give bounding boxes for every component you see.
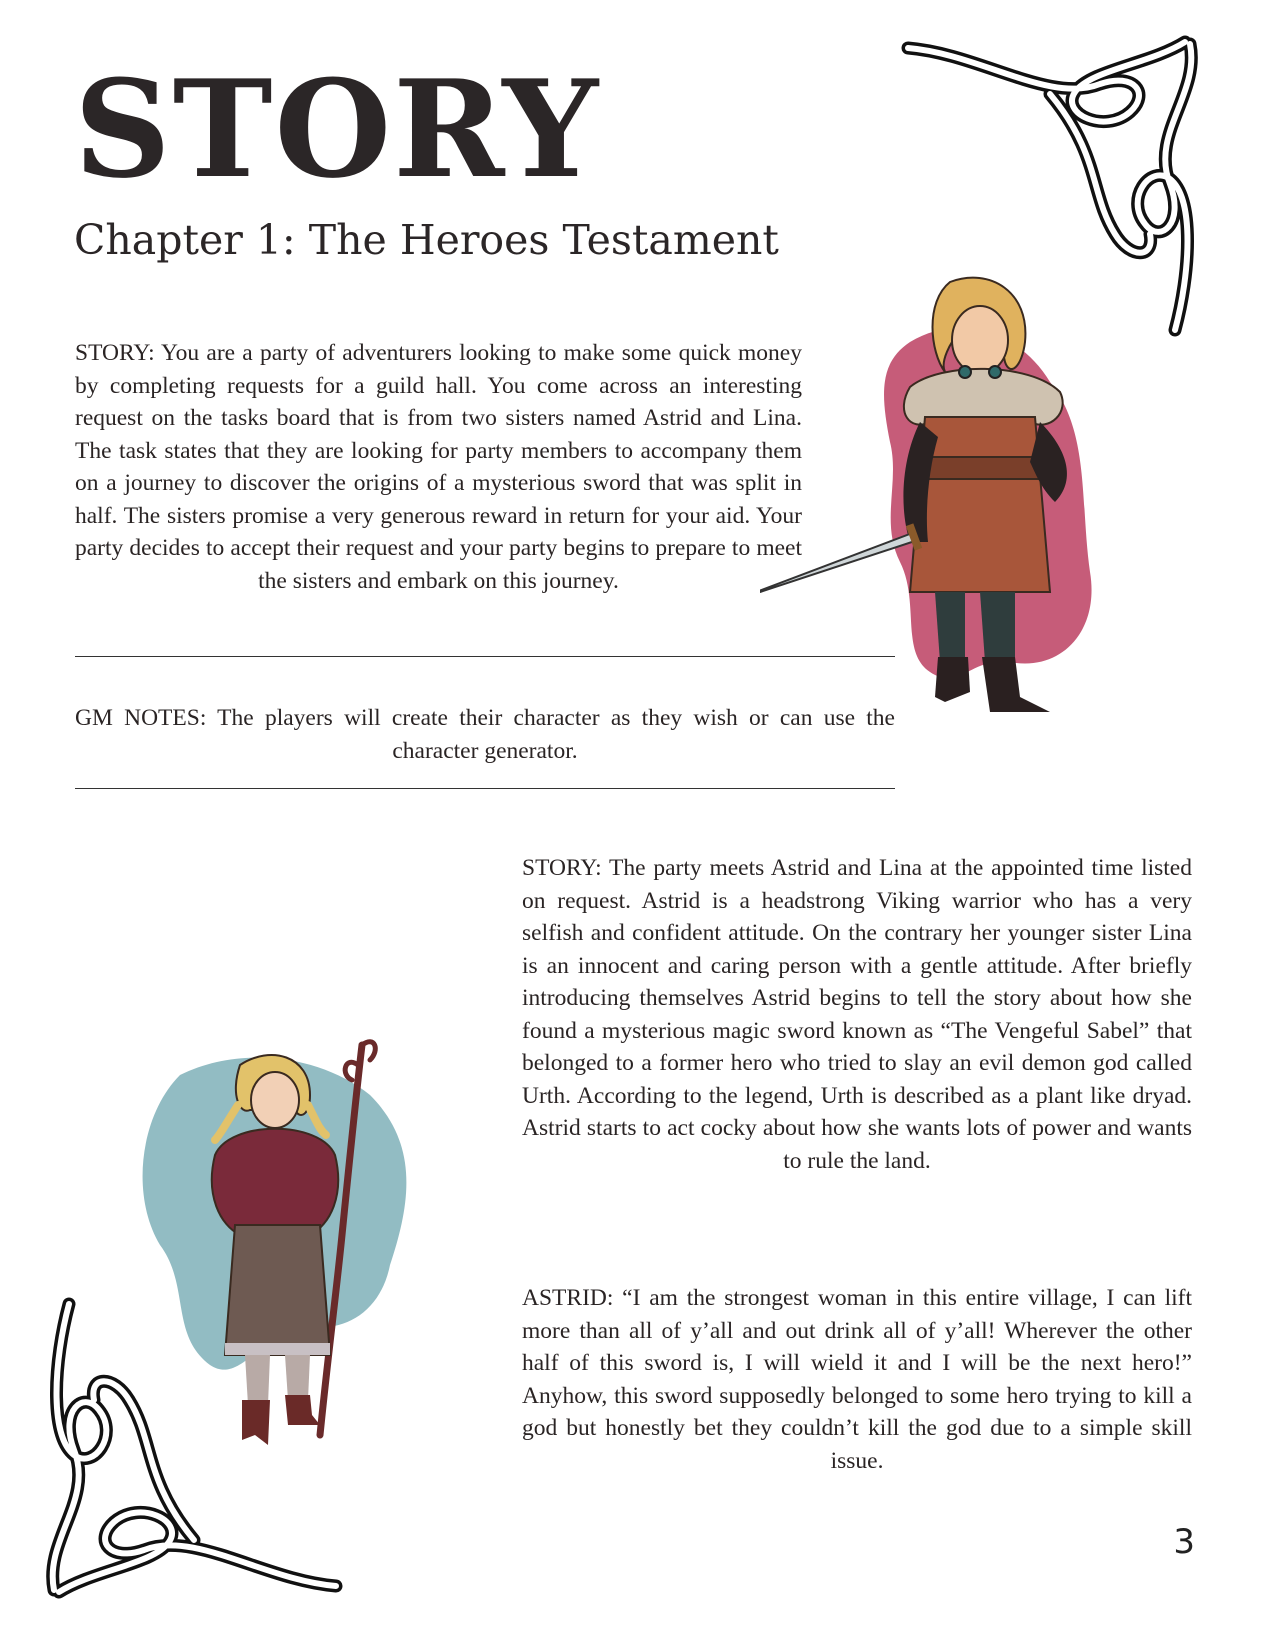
chapter-subtitle: Chapter 1: The Heroes Testament [74,216,779,264]
page-title: STORY [74,50,601,208]
page-number: 3 [1173,1522,1195,1562]
astrid-illustration [760,272,1130,742]
divider [75,656,895,657]
story-meeting-paragraph: STORY: The party meets Astrid and Lina at the appointed time listed on request. Astrid is a headstrong Viking warrior who has a very selfish and confident attitude. On the contrary her younger sister Lina is an innocent and caring person with a gentle attitude. After briefly introducing themselves Astrid begins to tell the story about how she found a mysterious magic sword known as “The Vengeful Sabel” that belonged to a former hero who tried to slay an evil demon god called Urth. According to the legend, Urth is described as a plant like dryad. Astrid starts to act cocky about how she wants lots of power and wants to rule the land. [522,855,1192,1174]
divider [75,788,895,789]
astrid-quote-paragraph: ASTRID: “I am the strongest woman in this entire village, I can lift more than all of y’all and out drink all of y’all! Wherever the other half of this sword is, I will wield it and I will be the next hero!” Anyhow, this sword supposedly belonged to some hero trying to kill a god but honestly bet they couldn’t kill the god due to a simple skill issue. [522,1285,1192,1474]
gm-notes-paragraph: GM NOTES: The players will create their character as they wish or can use the character generator. [75,705,895,764]
celtic-knot-corner-bottom-left-icon [14,1290,344,1600]
story-intro-paragraph: STORY: You are a party of adventurers looking to make some quick money by completing requests for a guild hall. You come across an interesting request on the tasks board that is from two sisters named Astrid and Lina. The task states that they are looking for party members to accompany them on a journey to discover the origins of a mysterious sword that was split in half. The sisters promise a very generous reward in return for your aid. Your party decides to accept their request and your party begins to prepare to meet the sisters and embark on this journey. [75,340,802,594]
